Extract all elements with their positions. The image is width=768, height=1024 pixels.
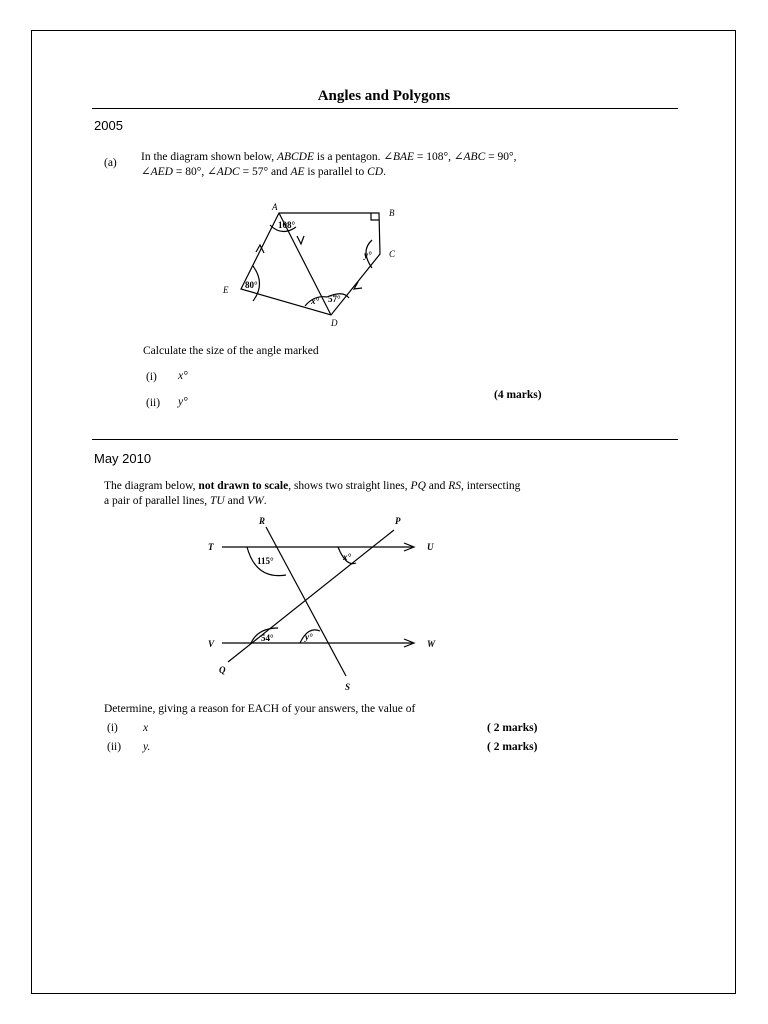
angle-label-54: 54°: [261, 633, 274, 643]
marks-2005: (4 marks): [494, 389, 542, 401]
point-label-s: S: [345, 682, 351, 692]
point-label-w: W: [427, 639, 436, 649]
intro2-line-1: The diagram below, not drawn to scale, shows two straight lines, PQ and RS, intersecting: [104, 480, 521, 492]
section-year-2005: 2005: [94, 118, 123, 133]
section-year-2010: May 2010: [94, 451, 152, 466]
item-num-ii: (ii): [146, 397, 161, 409]
prompt-2010: Determine, giving a reason for EACH of your answers, the value of: [104, 703, 416, 715]
question-intro-2010: [104, 479, 564, 509]
point-label-q: Q: [219, 665, 226, 675]
item-var-x: x°: [178, 370, 188, 382]
angle-label-y2: y°: [305, 632, 313, 642]
angle-label-115: 115°: [257, 556, 274, 566]
angle-label-57: 57°: [328, 294, 341, 304]
angle-label-108: 108°: [278, 220, 296, 230]
right-angle-mark-b: [371, 213, 379, 220]
angle-label-x2: x°: [343, 552, 352, 562]
vertex-label-b: B: [389, 208, 395, 218]
page-title: Angles and Polygons: [317, 88, 451, 104]
item2-num-ii: (ii): [107, 741, 122, 753]
vertex-label-e: E: [223, 285, 229, 295]
angle-label-x: x°: [311, 296, 320, 306]
vertex-label-c: C: [389, 249, 396, 259]
item-num-i: (i): [146, 371, 157, 383]
point-label-r: R: [259, 516, 266, 526]
section-rule: [92, 439, 678, 440]
item2-num-i: (i): [107, 722, 118, 734]
intro2-line-2: a pair of parallel lines, TU and VW.: [104, 495, 267, 507]
marks-2010-i: ( 2 marks): [487, 722, 538, 734]
item-var-y: y°: [178, 396, 188, 408]
item2-var-y: y.: [143, 741, 151, 753]
point-label-p: P: [395, 516, 401, 526]
angle-label-80: 80°: [245, 280, 258, 290]
line-rs: [266, 527, 346, 676]
prompt-2005: Calculate the size of the angle marked: [143, 345, 319, 357]
point-label-t: T: [208, 542, 214, 552]
tick-ad: [297, 236, 304, 244]
intro-line-1: In the diagram shown below, ABCDE is a pentagon. ∠BAE = 108°, ∠ABC = 90°,: [141, 151, 517, 163]
vertex-label-d: D: [331, 318, 338, 328]
item2-var-x: x: [143, 722, 149, 734]
vertex-label-a: A: [272, 202, 278, 212]
part-label: (a): [104, 157, 117, 169]
intro-line-2: ∠AED = 80°, ∠ADC = 57° and AE is parallel to CD.: [141, 166, 386, 178]
point-label-v: V: [208, 639, 215, 649]
marks-2010-ii: ( 2 marks): [487, 741, 538, 753]
line-pq: [228, 530, 394, 662]
angle-label-y: y°: [364, 250, 372, 260]
point-label-u: U: [427, 542, 434, 552]
